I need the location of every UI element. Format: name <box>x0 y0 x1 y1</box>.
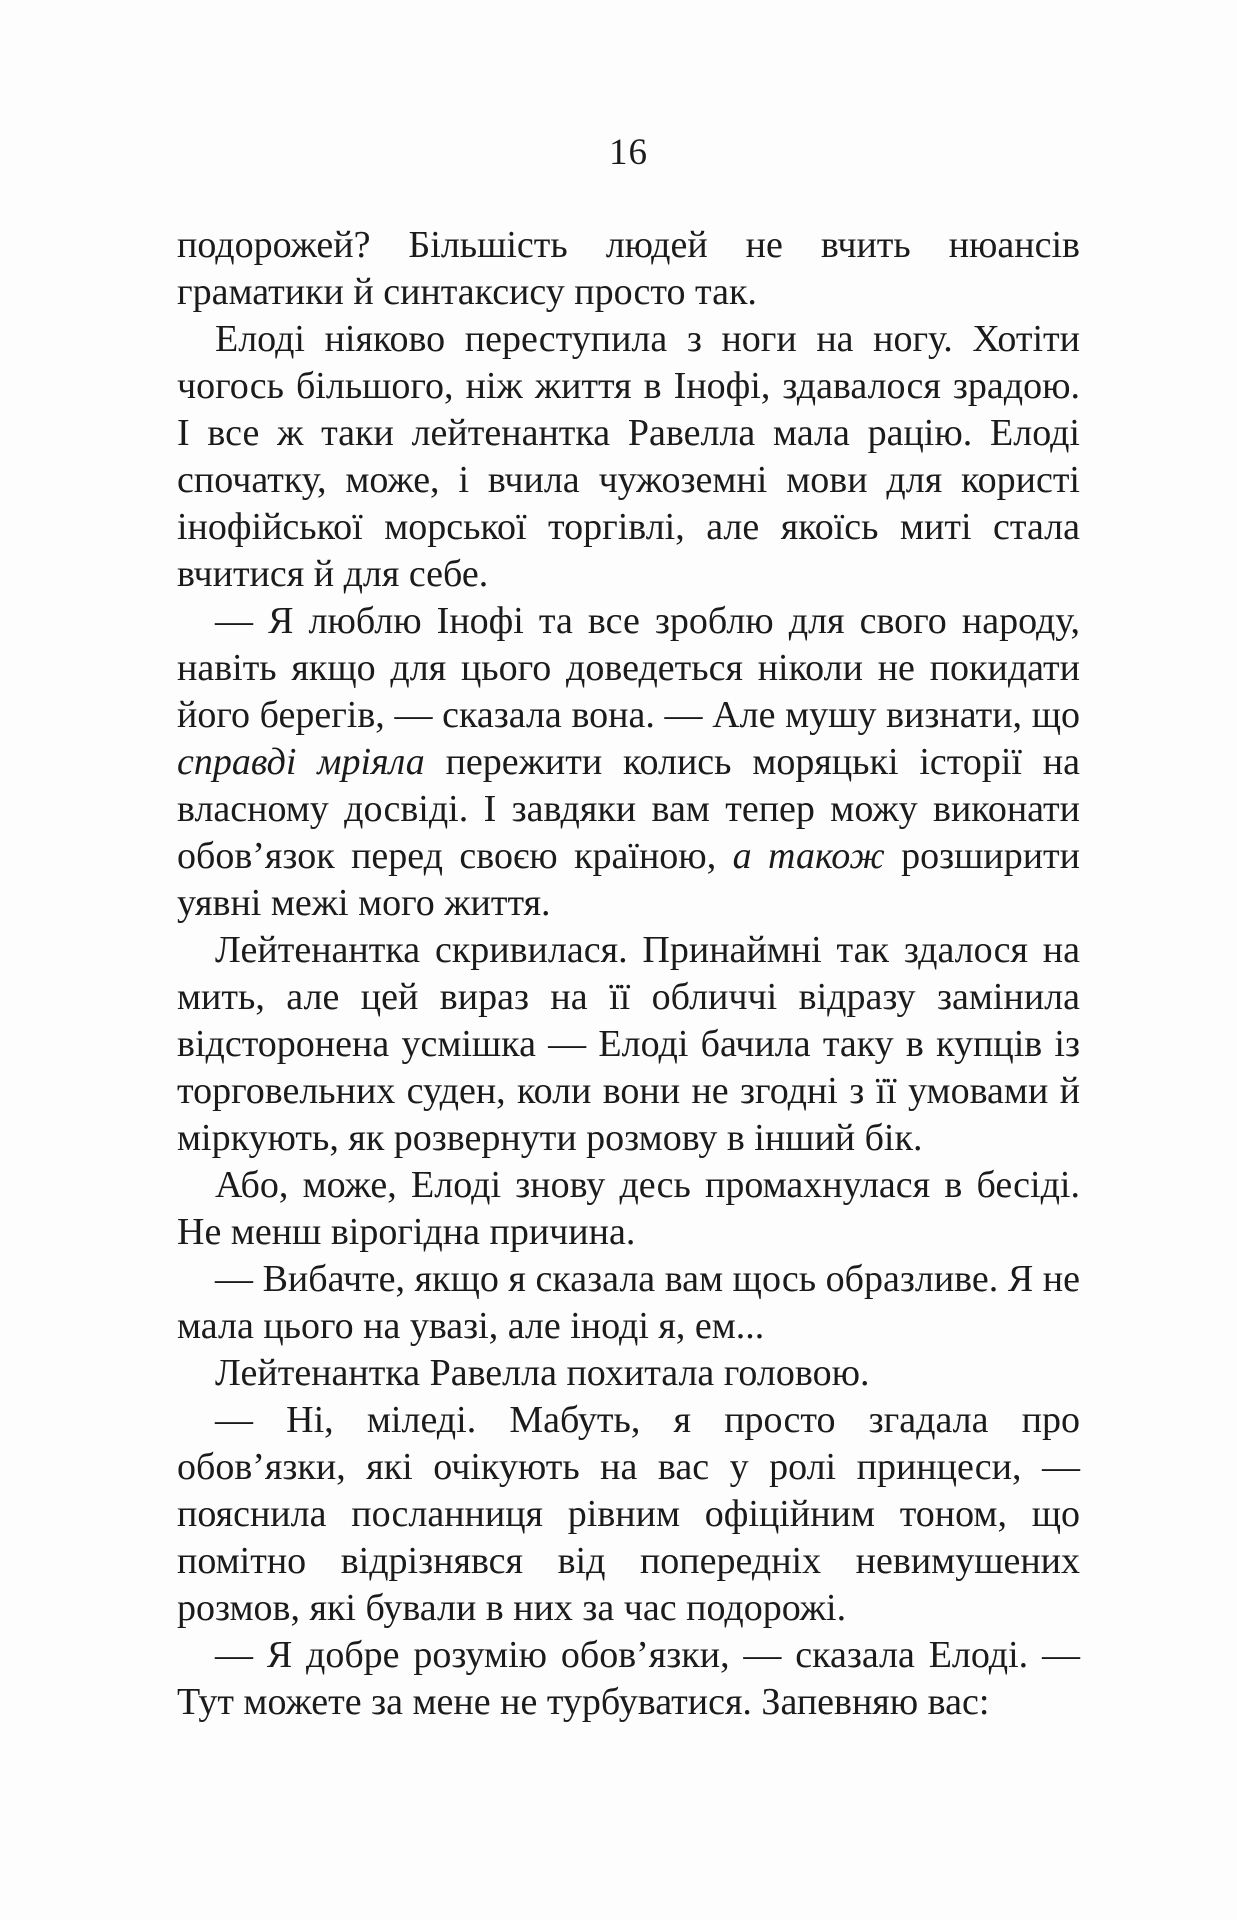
paragraph <box>177 1350 1080 1397</box>
paragraph <box>177 1256 1080 1350</box>
paragraph-text: Лейтенантка Равелла похитала головою. <box>215 1352 870 1394</box>
paragraph-text: пережити колись моряцькі історії на власному досвіді. І завдяки вам тепер можу виконати обов’язок перед своєю країною, <box>177 741 1080 877</box>
paragraph <box>177 927 1080 1162</box>
page-number: 16 <box>609 132 648 173</box>
paragraph-text: Лейтенантка скривилася. Принаймні так здалося на мить, але цей вираз на її обличчі відразу замінила відсторонена усмішка — Елоді бачила таку в купців із торговельних суден, коли вони не згодні з її умовами й міркують, як розвернути розмову в інший бік. <box>177 929 1080 1159</box>
italic-text: справді мріяла <box>177 741 425 783</box>
paragraph <box>177 1162 1080 1256</box>
paragraph-text: — Вибачте, якщо я сказала вам щось образливе. Я не мала цього на увазі, але іноді я, ем... <box>177 1258 1080 1347</box>
paragraph-text: — Я люблю Інофі та все зроблю для свого народу, навіть якщо для цього доведеться ніколи не покидати його берегів, — сказала вона. — Але мушу визнати, що <box>177 600 1080 736</box>
paragraph <box>177 222 1080 316</box>
paragraph-text: розширити уявні межі мого життя. <box>177 835 1080 924</box>
paragraph-text: подорожей? Більшість людей не вчить нюансів граматики й синтаксису просто так. <box>177 224 1080 313</box>
paragraph-text: — Я добре розумію обов’язки, — сказала Елоді. — Тут можете за мене не турбуватися. Запевняю вас: <box>177 1634 1080 1723</box>
paragraph-text: — Ні, міледі. Мабуть, я просто згадала про обов’язки, які очікують на вас у ролі принцеси, — пояснила посланниця рівним офіційним тоном, що помітно відрізнявся від попередніх невимушених розмов, які бували в них за час подорожі. <box>177 1399 1080 1629</box>
paragraph <box>177 316 1080 598</box>
paragraph-text: Або, може, Елоді знову десь промахнулася в бесіді. Не менш вірогідна причина. <box>177 1164 1080 1253</box>
paragraph <box>177 598 1080 927</box>
paragraph <box>177 1397 1080 1632</box>
paragraph-text: Елоді ніяково переступила з ноги на ногу. Хотіти чогось більшого, ніж життя в Інофі, здавалося зрадою. І все ж таки лейтенантка Равелла мала рацію. Елоді спочатку, може, і вчила чужоземні мови для користі інофійської морської торгівлі, але якоїсь миті стала вчитися й для себе. <box>177 318 1080 595</box>
paragraph <box>177 1632 1080 1726</box>
italic-text: а також <box>732 835 885 877</box>
text-block <box>177 222 1080 1726</box>
